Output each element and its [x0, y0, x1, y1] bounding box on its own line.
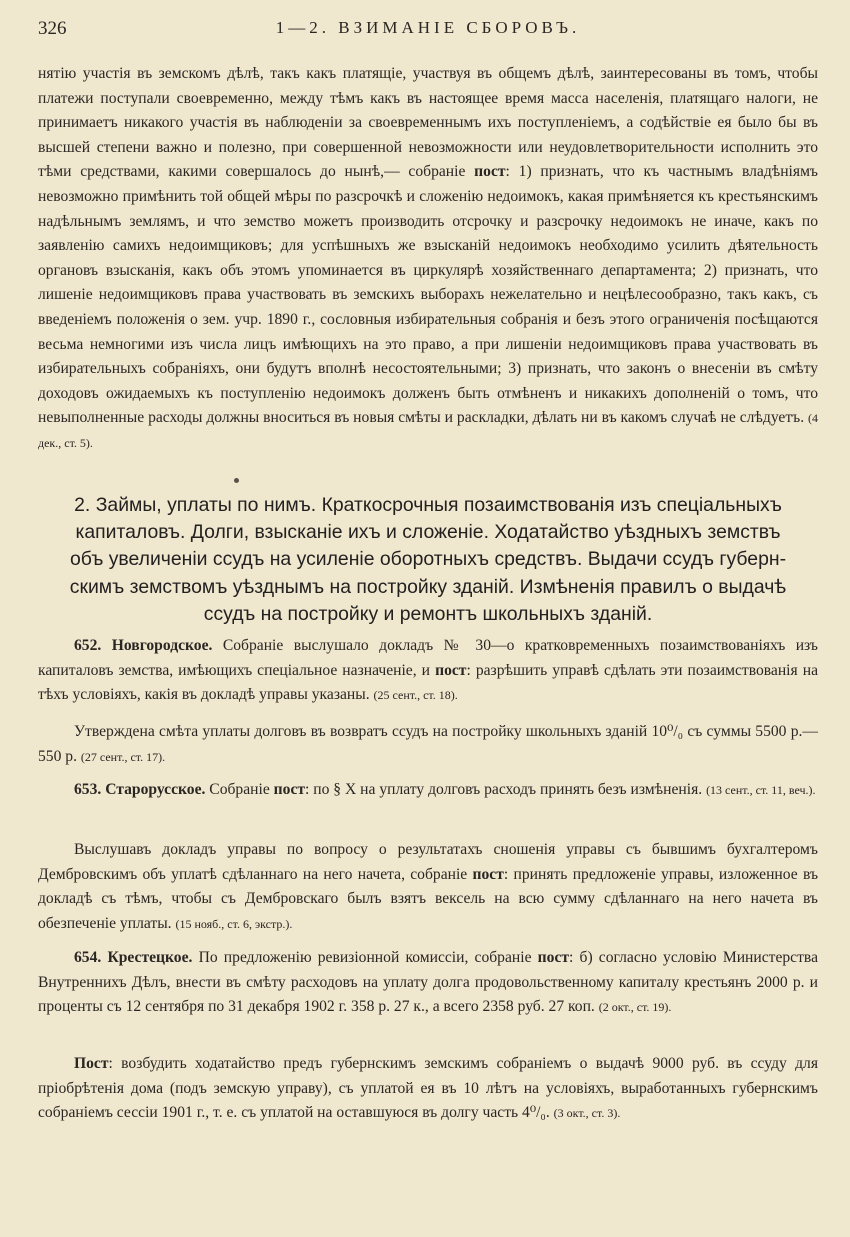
text-segment: Собраніе — [205, 781, 274, 798]
citation-ref: (4 дек., ст. 5). — [38, 411, 819, 450]
text-segment: Собраніе выслушало докладъ № 30—о кратковременныхъ позаимствованіяхъ изъ капиталовъ земства, имѣющихъ спеціальное назначеніе, и — [38, 637, 818, 679]
entry-place: Новгородское. — [111, 637, 213, 654]
entry-number: 653. — [74, 781, 102, 798]
entry-652 — [38, 634, 818, 708]
text-segment: : разрѣшить управѣ сдѣлать эти позаимствованія на тѣхъ условіяхъ, какія въ докладѣ управы указаны. — [38, 661, 819, 704]
entry-place: Старорусское. — [105, 781, 206, 798]
continuation-paragraph — [38, 62, 818, 456]
entry-652-continuation — [38, 720, 818, 769]
resolution-keyword: пост — [273, 781, 306, 798]
text-segment: : б) согласно условію Министерства Внутреннихъ Дѣлъ, внести въ смѣту расходовъ на уплату долга продовольственному капиталу крестьянъ 2000 р. и проценты съ 12 сентября по 31 декабря 1902 г. 358 р. 27 к., а всего 2358 руб. 27 коп. — [38, 949, 818, 1016]
citation-ref: (25 сент., ст. 18). — [373, 688, 458, 703]
section-heading-line: ссудъ на постройку и ремонтъ школьныхъ зданій. — [203, 602, 653, 625]
citation-ref: (15 нояб., ст. 6, экстр.). — [175, 916, 293, 931]
citation-ref: (2 окт., ст. 19). — [598, 1000, 672, 1015]
resolution-keyword: пост — [435, 661, 467, 679]
text-segment: По предложенію ревизіонной комиссіи, собраніе — [192, 949, 538, 966]
text-segment: Утверждена смѣта уплаты долговъ въ возвратъ ссудъ на постройку школьныхъ зданій 10⁰/₀ съ суммы 5500 р.—550 р. — [38, 723, 818, 765]
print-mark — [234, 478, 239, 483]
entry-number: 652. — [74, 637, 102, 654]
entry-653-continuation — [38, 838, 818, 936]
text-segment: : возбудить ходатайство предъ губернскимъ земскимъ собраніемъ о выдачѣ 9000 руб. въ ссуду для пріобрѣтенія дома (подъ земскую управу), съ уплатой ея въ 10 лѣтъ на условіяхъ, выработанныхъ губернскимъ собраніемъ сессіи 1901 г., т. е. съ уплатой на оставшуюся въ долгу часть 4⁰/₀. — [38, 1055, 818, 1122]
text-segment: нятію участія въ земскомъ дѣлѣ, такъ какъ платящіе, участвуя въ общемъ дѣлѣ, заинтересованы въ томъ, чтобы платежи поступали своевременно, между тѣмъ какъ въ настоящее время масса населенія, платящаго налоги, не принимаетъ никакого участія въ наблюденіи за своевременнымъ ихъ поступленіемъ, а содѣйствіе ея было бы въ высшей степени важно и полезно, при совершенной невозможности или неудовлетворительности исполнить это тѣми средствами, какими совершалось до нынѣ,— собраніе — [38, 65, 818, 181]
section-heading-line: капиталовъ. Долги, взысканіе ихъ и сложеніе. Ходатайство уѣздныхъ земствъ — [75, 521, 781, 544]
entry-654 — [38, 946, 818, 1020]
citation-ref: (27 сент., ст. 17). — [80, 749, 166, 764]
resolution-keyword: пост — [474, 163, 506, 181]
section-heading-line: 2. Займы, уплаты по нимъ. Краткосрочныя позаимствованія изъ спеціальныхъ — [74, 494, 782, 516]
resolution-keyword: Пост — [74, 1055, 109, 1072]
page-header — [38, 18, 818, 48]
page-number: 326 — [38, 18, 67, 39]
citation-ref: (3 окт., ст. 3). — [553, 1106, 621, 1121]
section-heading — [40, 492, 816, 628]
entry-653 — [38, 778, 818, 803]
citation-ref: (13 сент., ст. 11, веч.). — [706, 783, 816, 797]
continuation-text — [38, 62, 818, 456]
text-segment: Выслушавъ докладъ управы по вопросу о результатахъ сношенія управы съ бывшимъ бухгалтеромъ Дембровскимъ объ уплатѣ сдѣланнаго на него начета, собраніе — [38, 841, 818, 883]
entry-place: Крестецкое. — [107, 949, 193, 966]
running-title: 1—2. ВЗИМАНІЕ СБОРОВЪ. — [275, 18, 581, 37]
resolution-keyword: пост — [472, 865, 504, 883]
entry-654-continuation — [38, 1052, 818, 1126]
entry-number: 654. — [74, 949, 102, 966]
section-heading-line: скимъ земствомъ уѣзднымъ на постройку зданій. Измѣненія правилъ о выдачѣ — [69, 575, 787, 598]
section-heading-line: объ увеличеніи ссудъ на усиленіе оборотныхъ средствъ. Выдачи ссудъ губерн- — [69, 548, 787, 571]
resolution-keyword: пост — [537, 949, 570, 966]
text-segment: : 1) признать, что къ частнымъ владѣніямъ невозможно примѣнить той общей мѣры по разсрочкѣ и сложенію недоимокъ, какая примѣняется къ крестьянскимъ надѣльнымъ землямъ, и что земство можетъ производить отсрочку и разсрочку недоимокъ не иначе, какъ по заявленію самихъ недоимщиковъ; для успѣшныхъ же взысканій недоимокъ необходимо усилить дѣятельность органовъ взысканія, какъ объ этомъ упоминается въ циркулярѣ хозяйственнаго департамента; 2) признать, что лишеніе недоимщиковъ права участвовать въ земскихъ выборахъ нежелательно и нецѣлесообразно, такъ какъ, съ введеніемъ положенія о зем. учр. 1890 г., сословныя избирательныя собранія и безъ этого ограниченія посѣщаются весьма немногими изъ числа лицъ имѣющихъ на это право, а при лишеніи недоимщиковъ права участвовать въ избирательныхъ собраніяхъ, они будутъ вполнѣ несостоятельными; 3) признать, что законъ о внесеніи въ смѣту доходовъ ожидаемыхъ къ поступленію недоимокъ долженъ быть отмѣненъ и никакихъ дополненій о томъ, что невыполненные расходы должны вноситься въ новыя смѣты и раскладки, дѣлать ни въ какомъ случаѣ не слѣдуетъ. — [38, 163, 818, 427]
text-segment: : по § X на уплату долговъ расходъ принять безъ измѣненія. — [305, 781, 707, 798]
text-segment: : принять предложеніе управы, изложенное въ докладѣ съ тѣмъ, чтобы съ Дембровскаго былъ взятъ вексель на всю сумму сдѣланнаго на него начета въ обезпеченіе уплаты. — [38, 865, 819, 932]
